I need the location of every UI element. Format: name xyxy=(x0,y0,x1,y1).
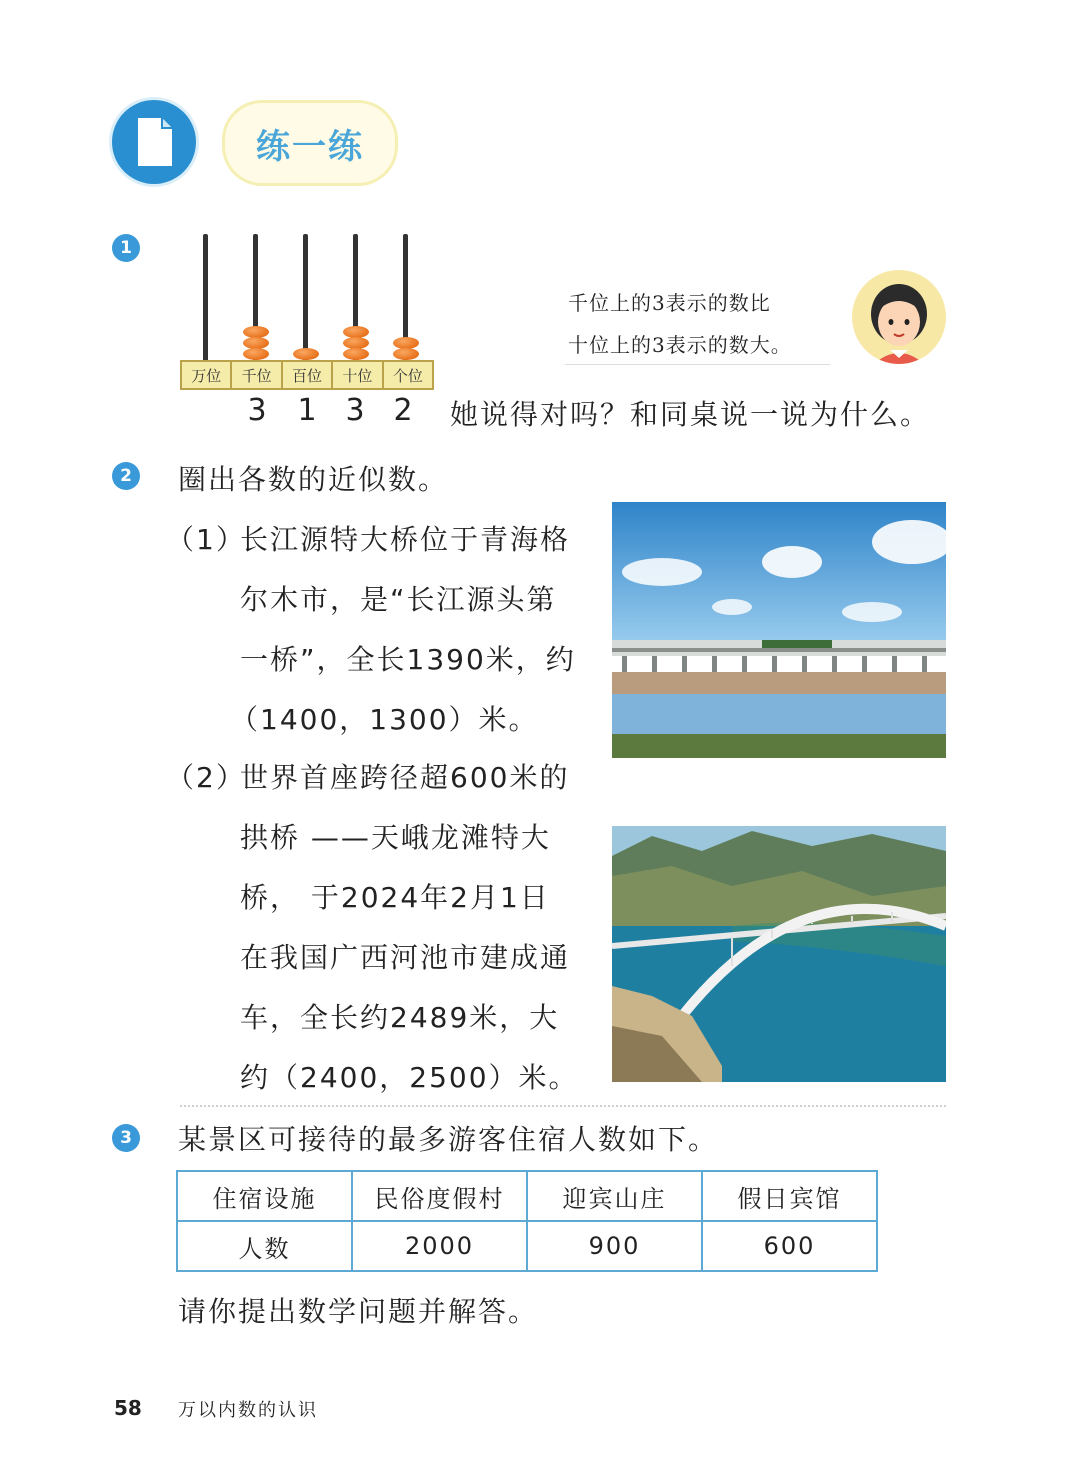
place-label: 百位 xyxy=(283,362,333,388)
speech-underline xyxy=(565,364,830,365)
table-cell: 2000 xyxy=(352,1221,527,1271)
item-line: 车，全长约2489米，大 xyxy=(240,1001,560,1034)
item-line: 一桥”，全长1390米，约 xyxy=(240,643,576,676)
abacus-bead xyxy=(293,348,319,360)
question-3-prompt: 某景区可接待的最多游客住宿人数如下。 xyxy=(178,1123,719,1156)
item-line: 尔木市，是“长江源头第 xyxy=(240,583,557,616)
abacus-digit: 2 xyxy=(393,393,413,428)
place-label: 万位 xyxy=(182,362,232,388)
item-label: （2） xyxy=(166,761,246,794)
item-line: 长江源特大桥位于青海格 xyxy=(240,523,571,556)
bridge-photo-tiane-longtan xyxy=(612,826,946,1082)
place-label: 个位 xyxy=(392,366,423,385)
item-label: （1） xyxy=(166,523,246,556)
abacus-digit: 3 xyxy=(247,393,267,428)
place-label: 千位 xyxy=(232,362,282,388)
girl-avatar xyxy=(852,270,946,364)
table-cell: 600 xyxy=(702,1221,877,1271)
abacus-digit: 3 xyxy=(345,393,365,428)
section-title-badge xyxy=(222,100,398,186)
speech-line: 千位上的3表示的数比 xyxy=(568,291,771,315)
table-header-cell: 民俗度假村 xyxy=(352,1171,527,1221)
section-title: 练一练 xyxy=(256,126,364,167)
abacus-digit: 1 xyxy=(297,393,317,428)
item-line: 拱桥 ——天峨龙滩特大 xyxy=(240,821,551,854)
abacus-bead xyxy=(243,348,269,360)
table-header-cell: 住宿设施 xyxy=(177,1171,352,1221)
item-line: 在我国广西河池市建成通 xyxy=(240,941,571,974)
question-3-badge: 3 xyxy=(112,1124,140,1152)
question-1-badge: 1 xyxy=(112,234,140,262)
abacus-bead xyxy=(393,348,419,360)
abacus-rod-wan xyxy=(203,234,208,362)
table-header-row xyxy=(177,1171,877,1221)
abacus-rod-bai xyxy=(303,234,308,362)
question-2-prompt: 圈出各数的近似数。 xyxy=(178,463,449,496)
abacus-bead xyxy=(343,348,369,360)
document-icon xyxy=(112,100,196,184)
place-label: 十位 xyxy=(333,362,383,388)
item-line: 约（2400，2500）米。 xyxy=(240,1061,579,1094)
table-cell: 900 xyxy=(527,1221,702,1271)
question-1-text: 她说得对吗？和同桌说一说为什么。 xyxy=(450,398,931,431)
question-2-badge: 2 xyxy=(112,462,140,490)
table-cell: 人数 xyxy=(177,1221,352,1271)
page-number: 58 xyxy=(114,1396,142,1420)
table-header-cell: 迎宾山庄 xyxy=(527,1171,702,1221)
table-row xyxy=(177,1221,877,1271)
lodging-table xyxy=(176,1170,878,1272)
section-divider xyxy=(180,1105,946,1107)
item-line: 桥， 于2024年2月1日 xyxy=(240,881,550,914)
speech-line: 十位上的3表示的数大。 xyxy=(568,333,792,357)
question-3-followup: 请你提出数学问题并解答。 xyxy=(178,1295,539,1328)
item-line: 世界首座跨径超600米的 xyxy=(240,761,570,794)
abacus-place-labels xyxy=(180,360,434,390)
item-line: （1400，1300）米。 xyxy=(230,703,539,736)
footer-section-title: 万以内数的认识 xyxy=(178,1400,318,1421)
bridge-photo-changjiangyuan xyxy=(612,502,946,758)
table-header-cell: 假日宾馆 xyxy=(702,1171,877,1221)
